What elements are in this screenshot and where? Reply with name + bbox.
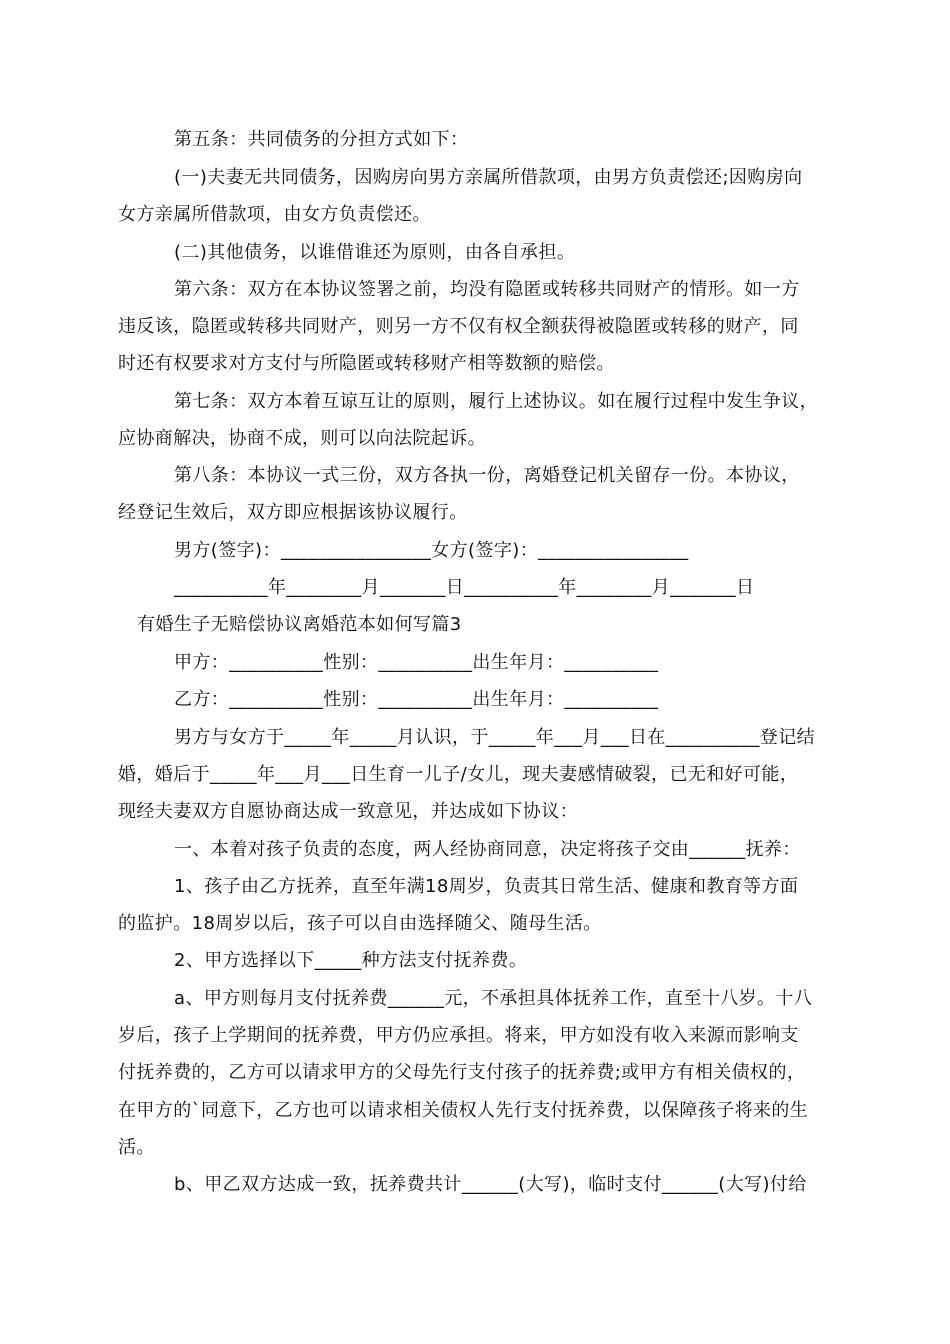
paragraph-line: 的监护。18周岁以后，孩子可以自由选择随父、随母生活。	[118, 913, 602, 934]
article-6-line: 第六条：双方在本协议签署之前，均没有隐匿或转移共同财产的情形。如一方	[174, 279, 800, 300]
paragraph-line: 男方与女方于_____年_____月认识，于_____年___月___日在__________登记结	[174, 727, 815, 748]
article-7-line: 第七条：双方本着互谅互让的原则，履行上述协议。如在履行过程中发生争议，	[174, 391, 818, 412]
party-b-line: 乙方：__________性别：__________出生年月：__________	[174, 689, 659, 710]
paragraph-line: 婚，婚后于_____年___月___日生育一儿子/女儿，现夫妻感情破裂，已无和好可能，	[118, 764, 799, 785]
paragraph-line: 付抚养费的，乙方可以请求甲方的父母先行支付孩子的抚养费;或甲方有相关债权的，	[118, 1062, 806, 1083]
party-a-line: 甲方：__________性别：__________出生年月：__________	[174, 652, 659, 673]
paragraph-line: 时还有权要求对方支付与所隐匿或转移财产相等数额的赔偿。	[118, 353, 615, 374]
date-line: __________年________月_______日__________年________月_______日	[174, 577, 755, 598]
paragraph-line: 岁后，孩子上学期间的抚养费，甲方仍应承担。将来，甲方如没有收入来源而影响支	[118, 1025, 799, 1046]
paragraph-line: 在甲方的`同意下，乙方也可以请求相关债权人先行支付抚养费，以保障孩子将来的生	[118, 1100, 809, 1121]
paragraph-line: (二)其他债务，以谁借谁还为原则，由各自承担。	[174, 242, 576, 263]
paragraph-line: 应协商解决，协商不成，则可以向法院起诉。	[118, 428, 486, 449]
option-a-line: a、甲方则每月支付抚养费______元，不承担具体抚养工作，直至十八岁。十八	[174, 988, 813, 1009]
clause-1-line: 一、本着对孩子负责的态度，两人经协商同意，决定将孩子交由______抚养：	[174, 839, 801, 860]
clause-item-line: 2、甲方选择以下_____种方法支付抚养费。	[174, 950, 528, 971]
option-b-line: b、甲乙双方达成一致，抚养费共计______(大写)，临时支付______(大写)付给	[174, 1174, 807, 1195]
clause-item-line: 1、孩子由乙方抚养，直至年满18周岁，负责其日常生活、健康和教育等方面	[174, 876, 799, 897]
article-5-title: 第五条：共同债务的分担方式如下：	[174, 129, 469, 150]
paragraph-line: 违反该，隐匿或转移共同财产，则另一方不仅有权全额获得被隐匿或转移的财产，同	[118, 316, 799, 337]
paragraph-line: 经登记生效后，双方即应根据该协议履行。	[118, 502, 468, 523]
article-8-line: 第八条：本协议一式三份，双方各执一份，离婚登记机关留存一份。本协议，	[174, 465, 800, 486]
paragraph-line: 活。	[118, 1137, 155, 1158]
signature-line: 男方(签字)：________________女方(签字)：________________	[174, 540, 689, 561]
paragraph-line: (一)夫妻无共同债务，因购房向男方亲属所借款项，由男方负责偿还;因购房向	[174, 167, 803, 188]
paragraph-line: 现经夫妻双方自愿协商达成一致意见，并达成如下协议：	[118, 801, 578, 822]
paragraph-line: 女方亲属所借款项，由女方负责偿还。	[118, 204, 431, 225]
section-heading: 有婚生子无赔偿协议离婚范本如何写篇3	[137, 614, 462, 635]
